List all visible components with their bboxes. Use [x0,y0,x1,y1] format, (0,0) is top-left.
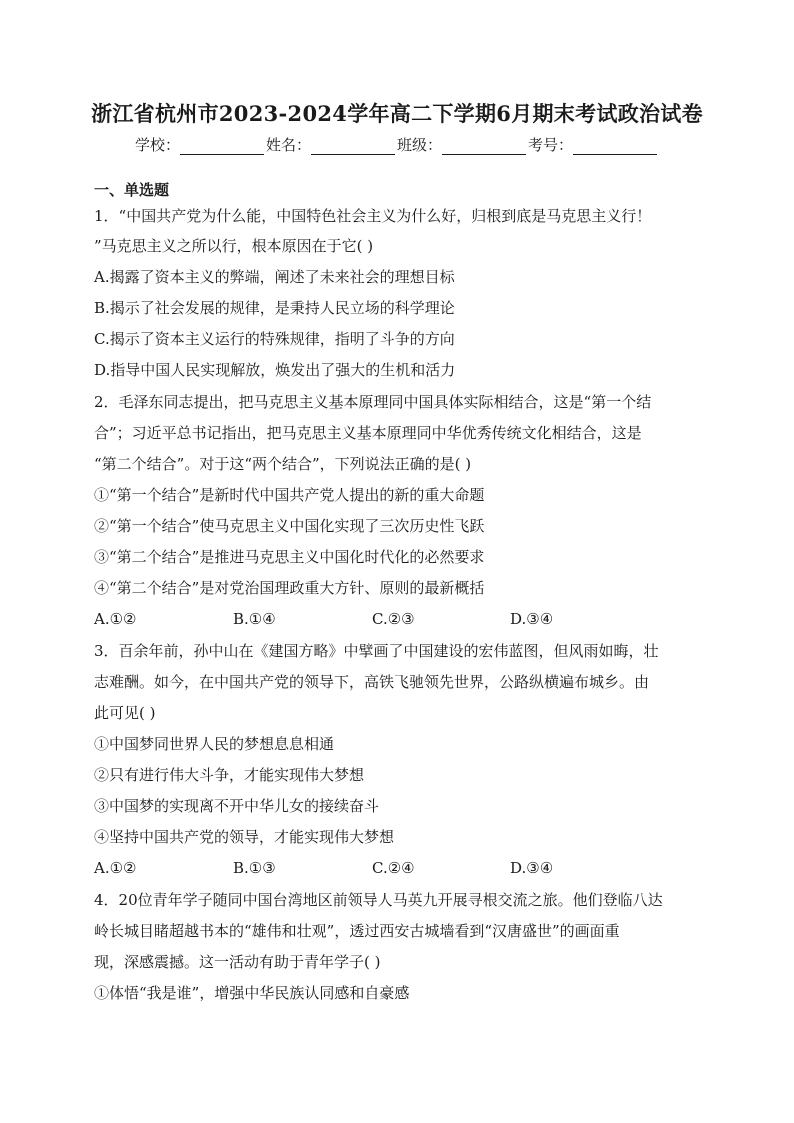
section-heading: 一、单选题 [94,181,170,199]
q3-choice-d: D.③④ [510,859,554,877]
q2-choice-d: D.③④ [510,610,554,628]
q1-stem-line: ”马克思主义之所以行，根本原因在于它( ) [94,237,374,255]
q2-stem-line: 2．毛泽东同志提出，把马克思主义基本原理同中国具体实际相结合，这是“第一个结 [94,393,652,411]
q1-option-d: D.指导中国人民实现解放，焕发出了强大的生机和活力 [94,361,456,379]
q2-stem-line: 合”；习近平总书记指出，把马克思主义基本原理同中华优秀传统文化相结合，这是 [94,424,642,442]
q1-stem-line: 1．“中国共产党为什么能，中国特色社会主义为什么好，归根到底是马克思主义行！ [94,207,652,225]
q2-choice-a: A.①② [94,610,137,628]
q4-stem-line: 4．20位青年学子随同中国台湾地区前领导人马英九开展寻根交流之旅。他们登临八达 [94,891,663,909]
q2-statement-3: ③“第二个结合”是推进马克思主义中国化时代化的必然要求 [94,548,485,566]
school-field [135,134,266,155]
student-info-row [0,134,794,155]
q3-choice-a: A.①② [94,859,137,877]
q1-option-a: A.揭露了资本主义的弊端，阐述了未来社会的理想目标 [94,268,455,286]
q3-stem-line: 此可见( ) [94,704,156,722]
class-blank [442,139,526,155]
q2-statement-2: ②“第一个结合”使马克思主义中国化实现了三次历史性飞跃 [94,517,485,535]
name-field [266,134,397,155]
school-blank [180,139,264,155]
q2-choice-c: C.②③ [372,610,415,628]
q3-statement-2: ②只有进行伟大斗争，才能实现伟大梦想 [94,766,365,784]
school-label: 学校： [134,136,180,154]
q4-statement-1: ①体悟“我是谁”，增强中华民族认同感和自豪感 [94,984,410,1002]
q3-choice-c: C.②④ [372,859,415,877]
exam-number-label: 考号： [528,136,574,154]
name-label: 姓名： [265,136,311,154]
q4-stem-line: 现，深感震撼。这一活动有助于青年学子( ) [94,953,381,971]
class-field [397,134,528,155]
exam-number-blank [573,139,657,155]
q3-statement-3: ③中国梦的实现离不开中华儿女的接续奋斗 [94,797,380,815]
page-title: 浙江省杭州市2023-2024学年高二下学期6月期末考试政治试卷 [91,101,703,126]
exam-number-field [528,134,659,155]
q2-statement-4: ④“第二个结合”是对党治国理政重大方针、原则的最新概括 [94,579,485,597]
q1-option-b: B.揭示了社会发展的规律，是秉持人民立场的科学理论 [94,299,455,317]
class-label: 班级： [397,136,443,154]
q2-choice-b: B.①④ [233,610,276,628]
q4-stem-line: 岭长城目睹超越书本的“雄伟和壮观”，透过西安古城墙看到“汉唐盛世”的画面重 [94,922,620,940]
q3-stem-line: 3．百余年前，孙中山在《建国方略》中擘画了中国建设的宏伟蓝图，但风雨如晦，壮 [94,642,659,660]
q3-statement-1: ①中国梦同世界人民的梦想息息相通 [94,735,335,753]
q3-statement-4: ④坚持中国共产党的领导，才能实现伟大梦想 [94,828,395,846]
q3-choice-b: B.①③ [233,859,276,877]
q2-stem-line: “第二个结合”。对于这“两个结合”，下列说法正确的是( ) [94,455,472,473]
q1-option-c: C.揭示了资本主义运行的特殊规律，指明了斗争的方向 [94,330,455,348]
q3-stem-line: 志难酬。如今，在中国共产党的领导下，高铁飞驰领先世界，公路纵横遍布城乡。由 [94,673,650,691]
name-blank [311,139,395,155]
q2-statement-1: ①“第一个结合”是新时代中国共产党人提出的新的重大命题 [94,486,485,504]
